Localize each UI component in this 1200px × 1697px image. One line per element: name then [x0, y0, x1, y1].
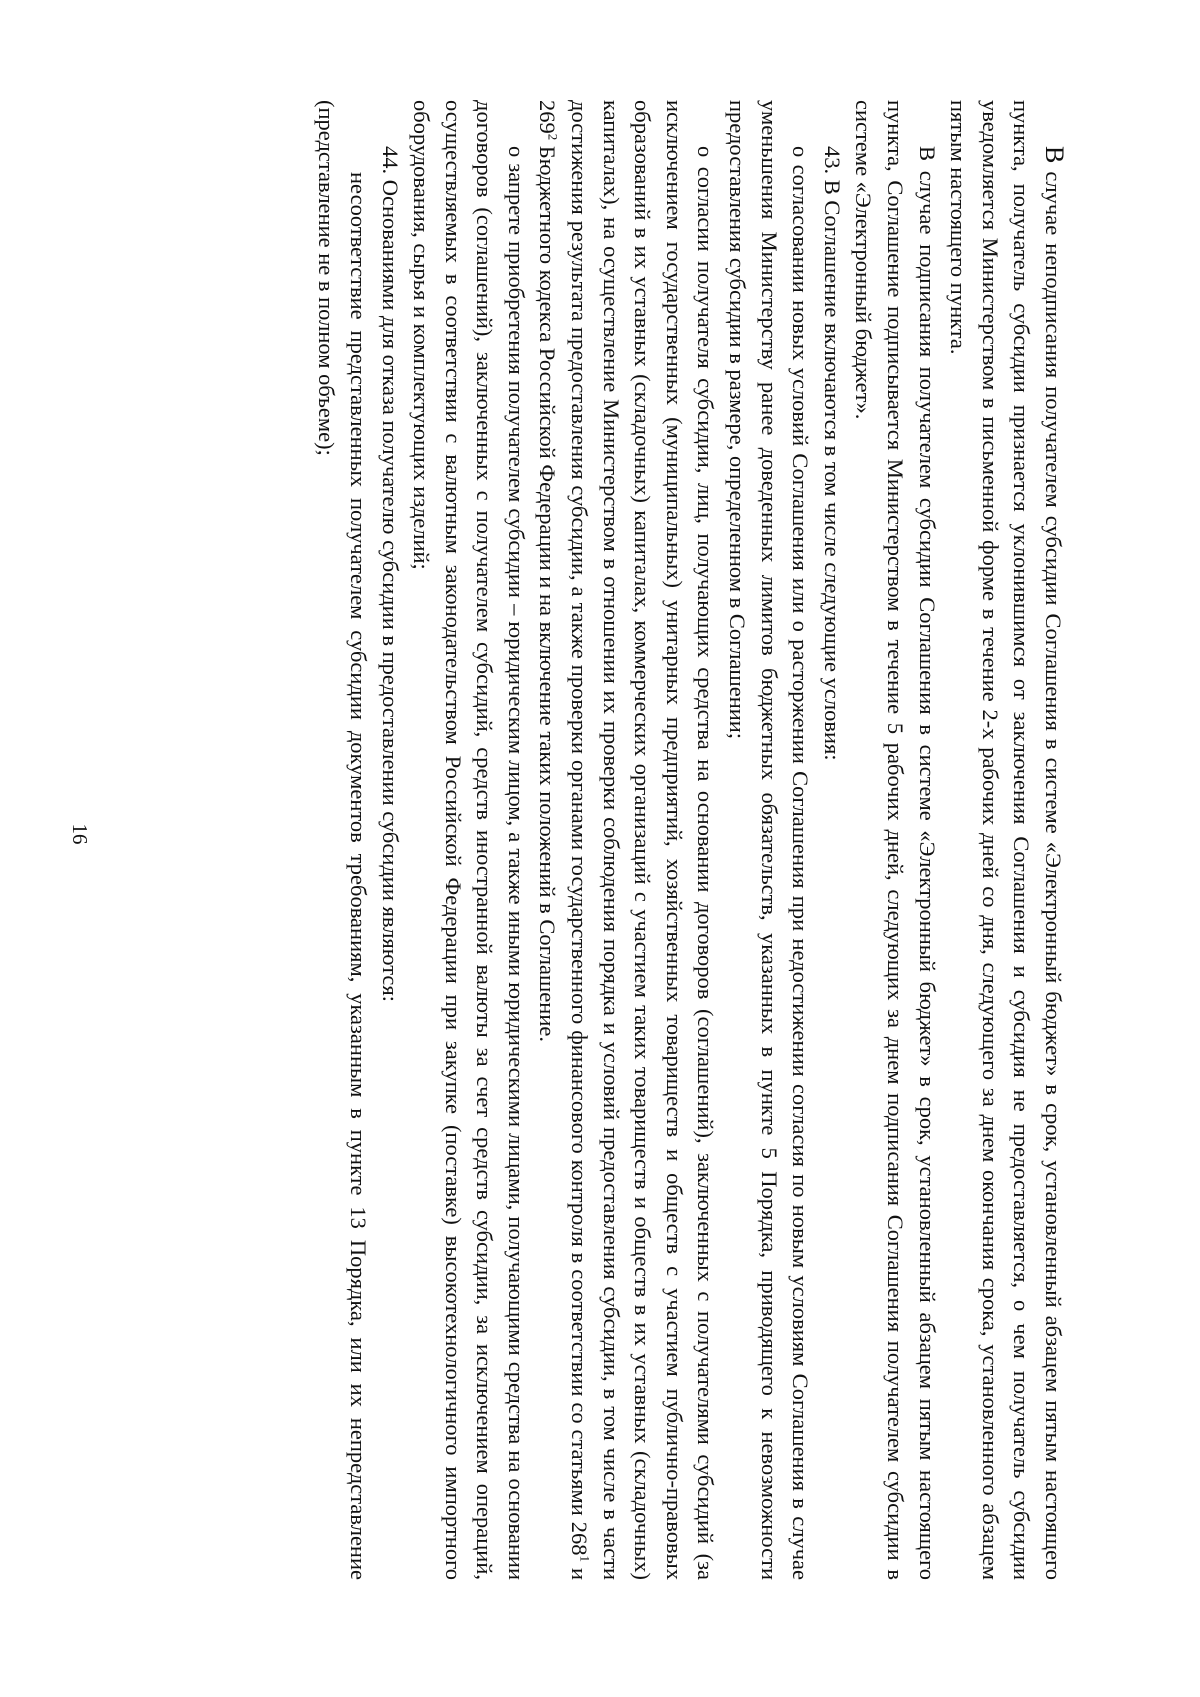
article-268-superscript: 1 [577, 1555, 593, 1562]
paragraph-43-heading: 43. В Соглашение включаются в том числе следующие условия: [819, 146, 845, 761]
page-number: 16 [68, 823, 92, 845]
paragraph-consent-audit [532, 100, 722, 1580]
paragraph-currency-ban: о запрете приобретения получателем субсидии – юридическим лицом, а также иными юридическими лицами, получающими средства на основании договоров (соглашений), заключенных с получателем субсидий, средств иностранной валюты за счет средств субсидии, за исключением операций, осуществляемых в соответствии с валютным законодательством Российской Федерации при закупке (поставке) высокотехнологичного импортного оборудования, сырья и комплектующих изделий; [409, 100, 529, 1580]
consent-audit-text-2: и 269 [535, 100, 593, 1580]
consent-audit-text-3: Бюджетного кодекса Российской Федерации и на включение таких положений в Соглашение. [535, 140, 561, 1042]
consent-audit-text-1: о согласии получателя субсидии, лиц, получающих средства на основании договоров (соглашений), заключенных с получателями субсидий (за исключением государственных (муниципальных) унитарных предприятий, хозяйственных товариществ и обществ с участием публично-правовых образований в их уставных (складочных) капиталах, коммерческих организаций с участием таких товариществ и обществ в их уставных (складочных) капиталах), на осуществление Министерством в отношении их проверки соблюдения порядка и условий предоставления субсидии, в том числе в части достижения результата предоставления субсидии, а также проверки органами государственного финансового контроля в соответствии со статьями 268 [567, 100, 719, 1580]
paragraph-44-heading: 44. Основаниями для отказа получателю субсидии в предоставлении субсидии являются: [377, 146, 403, 1002]
document-body [90, 100, 1070, 1580]
paragraph-non-compliance: несоответствие представленных получателем субсидии документов требованиям, указанным в пункте 13 Порядка, или их непредставление (представление не в полном объеме); [314, 100, 371, 1580]
paragraph-refusal-to-sign: В случае неподписания получателем субсидии Соглашения в системе «Электронный бюджет» в срок, установленный абзацем пятым настоящего пункта, получатель субсидии признается уклонившимся от заключения Соглашения и субсидия не предоставляется, о чем получатель субсидии уведомляется Министерством в письменной форме в течение 2-х рабочих дней со дня, следующего за днем окончания срока, установленного абзацем пятым настоящего пункта. [946, 100, 1069, 1580]
paragraph-new-conditions: о согласовании новых условий Соглашения или о расторжении Соглашения при недостижении согласия по новым условиям Соглашения в случае уменьшения Министерству ранее доведенных лимитов бюджетных обязательств, указанных в пункте 5 Порядка, приводящего к невозможности предоставления субсидии в размере, определенном в Соглашении; [725, 100, 814, 1580]
article-269-superscript: 2 [546, 133, 561, 141]
paragraph-signing: В случае подписания получателем субсидии Соглашения в системе «Электронный бюджет» в срок, установленный абзацем пятым настоящего пункта, Соглашение подписывается Министерством в течение 5 рабочих дней, следующих за днем подписания Соглашения получателем субсидии в системе «Электронный бюджет». [851, 100, 940, 1580]
